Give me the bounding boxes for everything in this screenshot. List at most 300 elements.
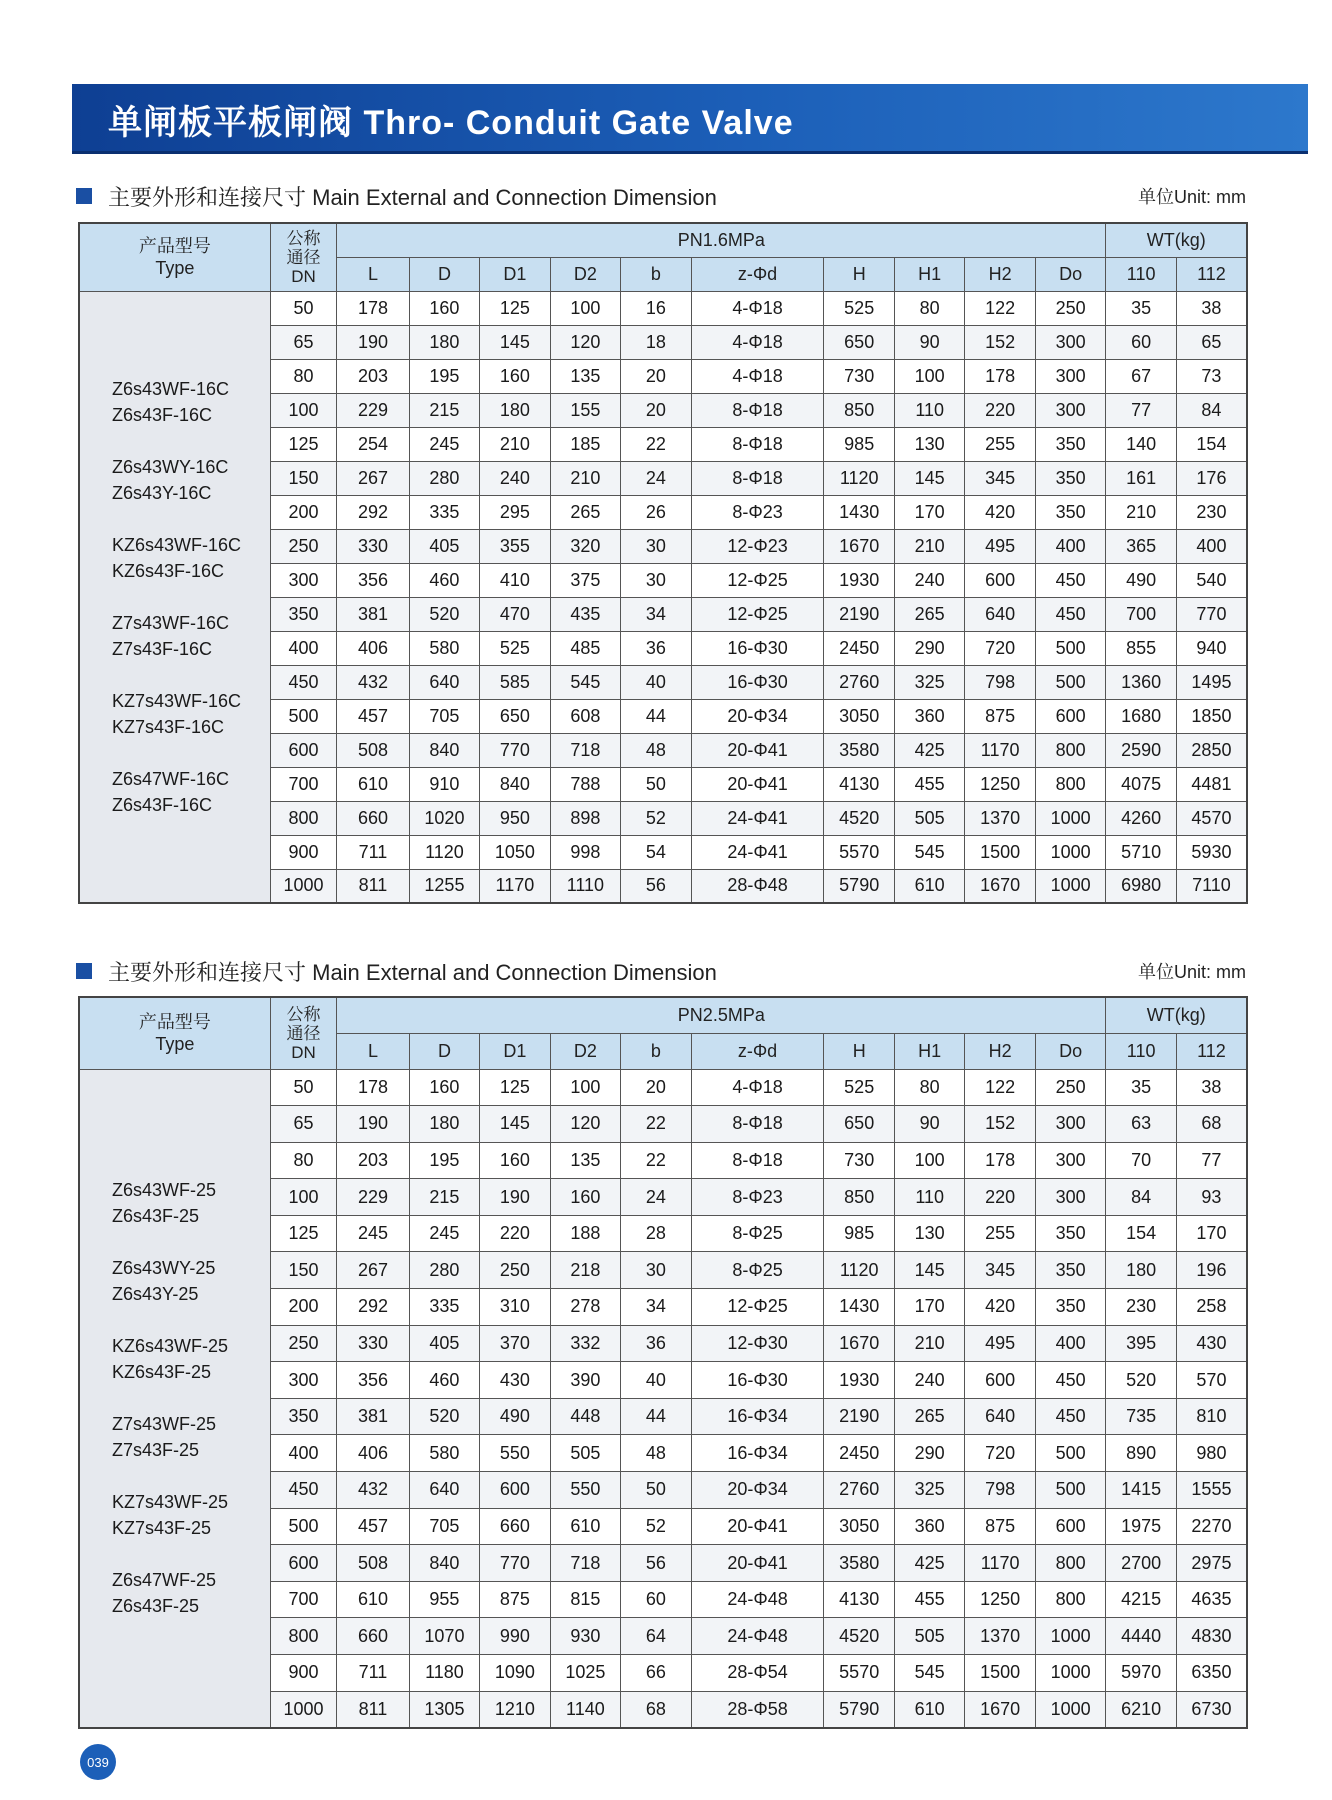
value-cell: 220: [965, 1179, 1035, 1216]
value-cell: 1370: [965, 1618, 1035, 1655]
value-cell: 160: [480, 1142, 550, 1179]
type-group: [112, 1177, 270, 1229]
value-cell: 2190: [824, 597, 894, 631]
value-cell: 210: [480, 427, 550, 461]
value-cell: 178: [337, 291, 409, 325]
value-cell: 815: [550, 1581, 620, 1618]
dn-cell: 600: [270, 733, 336, 767]
value-cell: 800: [1035, 733, 1106, 767]
value-cell: 855: [1106, 631, 1176, 665]
value-cell: 210: [894, 1325, 964, 1362]
value-cell: 20: [621, 359, 691, 393]
value-cell: 6730: [1176, 1691, 1247, 1728]
value-cell: 508: [337, 733, 409, 767]
value-cell: 100: [894, 1142, 964, 1179]
value-cell: 600: [480, 1472, 550, 1509]
value-cell: 84: [1106, 1179, 1176, 1216]
value-cell: 455: [894, 1581, 964, 1618]
value-cell: 68: [1176, 1106, 1247, 1143]
value-cell: 320: [550, 529, 620, 563]
value-cell: 203: [337, 359, 409, 393]
value-cell: 300: [1035, 325, 1106, 359]
value-cell: 1120: [824, 461, 894, 495]
value-cell: 20-Φ41: [691, 733, 824, 767]
value-cell: 4570: [1176, 801, 1247, 835]
value-cell: 381: [337, 1398, 409, 1435]
type-group: [112, 1489, 270, 1541]
value-cell: 788: [550, 767, 620, 801]
dn-cell: 125: [270, 427, 336, 461]
value-cell: 35: [1106, 291, 1176, 325]
value-cell: 154: [1106, 1215, 1176, 1252]
value-cell: 80: [894, 1069, 964, 1106]
unit-label: 单位Unit: mm: [1138, 962, 1246, 982]
value-cell: 120: [550, 325, 620, 359]
value-cell: 425: [894, 733, 964, 767]
value-cell: 5570: [824, 835, 894, 869]
value-cell: 8-Φ18: [691, 1106, 824, 1143]
dimension-table-pn25: [78, 996, 1248, 1729]
value-cell: 705: [409, 1508, 479, 1545]
dn-cell: 800: [270, 801, 336, 835]
value-cell: 520: [1106, 1362, 1176, 1399]
value-cell: 600: [1035, 699, 1106, 733]
value-cell: 6980: [1106, 869, 1176, 903]
value-cell: 12-Φ25: [691, 563, 824, 597]
value-cell: 1000: [1035, 1691, 1106, 1728]
value-cell: 718: [550, 733, 620, 767]
value-cell: 898: [550, 801, 620, 835]
type-group: [112, 688, 270, 740]
value-cell: 16-Φ34: [691, 1398, 824, 1435]
column-header: 110: [1106, 1033, 1176, 1069]
value-cell: 450: [1035, 597, 1106, 631]
value-cell: 1120: [824, 1252, 894, 1289]
value-cell: 525: [824, 1069, 894, 1106]
type-name: Z7s43WF-25: [112, 1414, 217, 1435]
value-cell: 20-Φ34: [691, 1472, 824, 1509]
value-cell: 36: [621, 1325, 691, 1362]
value-cell: 998: [550, 835, 620, 869]
value-cell: 12-Φ25: [691, 1289, 824, 1326]
value-cell: 580: [409, 1435, 479, 1472]
value-cell: 1120: [409, 835, 479, 869]
value-cell: 30: [621, 1252, 691, 1289]
dn-cell: 150: [270, 461, 336, 495]
value-cell: 180: [480, 393, 550, 427]
value-cell: 4-Φ18: [691, 1069, 824, 1106]
value-cell: 2270: [1176, 1508, 1247, 1545]
value-cell: 145: [480, 1106, 550, 1143]
value-cell: 22: [621, 1142, 691, 1179]
dn-cell: 450: [270, 665, 336, 699]
value-cell: 406: [337, 1435, 409, 1472]
value-cell: 640: [965, 1398, 1035, 1435]
value-cell: 24-Φ41: [691, 835, 824, 869]
value-cell: 215: [409, 393, 479, 427]
value-cell: 16-Φ30: [691, 631, 824, 665]
value-cell: 1000: [1035, 1618, 1106, 1655]
dn-header: [270, 997, 336, 1069]
value-cell: 435: [550, 597, 620, 631]
dn-header-line: DN: [291, 266, 316, 286]
value-cell: 56: [621, 1545, 691, 1582]
value-cell: 280: [409, 1252, 479, 1289]
value-cell: 20-Φ41: [691, 1545, 824, 1582]
value-cell: 26: [621, 495, 691, 529]
dn-cell: 100: [270, 1179, 336, 1216]
value-cell: 63: [1106, 1106, 1176, 1143]
column-header: b: [621, 257, 691, 291]
type-name: Z6s43WY-16C: [112, 456, 229, 477]
dn-cell: 100: [270, 393, 336, 427]
value-cell: 12-Φ23: [691, 529, 824, 563]
value-cell: 24-Φ41: [691, 801, 824, 835]
value-cell: 470: [480, 597, 550, 631]
value-cell: 500: [1035, 1472, 1106, 1509]
dn-cell: 350: [270, 597, 336, 631]
column-header: z-Φd: [691, 1033, 824, 1069]
value-cell: 2590: [1106, 733, 1176, 767]
dn-header: [270, 223, 336, 291]
type-name: Z6s47WF-25: [112, 1570, 217, 1591]
value-cell: 450: [1035, 1362, 1106, 1399]
value-cell: 381: [337, 597, 409, 631]
dn-header-line: 公称: [286, 1004, 321, 1024]
value-cell: 278: [550, 1289, 620, 1326]
value-cell: 770: [1176, 597, 1247, 631]
value-cell: 24-Φ48: [691, 1618, 824, 1655]
value-cell: 2190: [824, 1398, 894, 1435]
value-cell: 34: [621, 597, 691, 631]
value-cell: 1250: [965, 1581, 1035, 1618]
value-cell: 4-Φ18: [691, 359, 824, 393]
dn-cell: 900: [270, 1655, 336, 1692]
value-cell: 67: [1106, 359, 1176, 393]
value-cell: 1070: [409, 1618, 479, 1655]
value-cell: 292: [337, 495, 409, 529]
value-cell: 4481: [1176, 767, 1247, 801]
type-name: Z7s43WF-16C: [112, 612, 230, 633]
value-cell: 495: [965, 1325, 1035, 1362]
dn-cell: 1000: [270, 1691, 336, 1728]
value-cell: 720: [965, 1435, 1035, 1472]
dn-cell: 80: [270, 359, 336, 393]
value-cell: 325: [894, 665, 964, 699]
value-cell: 130: [894, 427, 964, 461]
dn-header-line: 通径: [286, 247, 321, 267]
value-cell: 450: [1035, 1398, 1106, 1435]
dn-cell: 200: [270, 1289, 336, 1326]
value-cell: 430: [480, 1362, 550, 1399]
value-cell: 220: [480, 1215, 550, 1252]
value-cell: 54: [621, 835, 691, 869]
value-cell: 8-Φ23: [691, 1179, 824, 1216]
value-cell: 1000: [1035, 801, 1106, 835]
value-cell: 35: [1106, 1069, 1176, 1106]
value-cell: 1975: [1106, 1508, 1176, 1545]
value-cell: 770: [480, 733, 550, 767]
value-cell: 650: [824, 1106, 894, 1143]
value-cell: 210: [550, 461, 620, 495]
value-cell: 457: [337, 699, 409, 733]
value-cell: 218: [550, 1252, 620, 1289]
value-cell: 20-Φ34: [691, 699, 824, 733]
value-cell: 3580: [824, 1545, 894, 1582]
value-cell: 93: [1176, 1179, 1247, 1216]
section-title: 主要外形和连接尺寸 Main External and Connection Dimension: [108, 184, 717, 210]
value-cell: 90: [894, 325, 964, 359]
value-cell: 190: [480, 1179, 550, 1216]
value-cell: 267: [337, 1252, 409, 1289]
value-cell: 230: [1176, 495, 1247, 529]
value-cell: 195: [409, 1142, 479, 1179]
value-cell: 188: [550, 1215, 620, 1252]
value-cell: 390: [550, 1362, 620, 1399]
dn-cell: 800: [270, 1618, 336, 1655]
value-cell: 65: [1176, 325, 1247, 359]
table-row: [79, 291, 1247, 325]
column-header: z-Φd: [691, 257, 824, 291]
value-cell: 1500: [965, 1655, 1035, 1692]
value-cell: 350: [1035, 1215, 1106, 1252]
value-cell: 295: [480, 495, 550, 529]
dn-cell: 600: [270, 1545, 336, 1582]
value-cell: 52: [621, 1508, 691, 1545]
value-cell: 450: [1035, 563, 1106, 597]
value-cell: 420: [965, 1289, 1035, 1326]
value-cell: 4520: [824, 801, 894, 835]
value-cell: 840: [409, 733, 479, 767]
type-name: Z6s43Y-16C: [112, 482, 212, 503]
value-cell: 850: [824, 393, 894, 427]
value-cell: 798: [965, 1472, 1035, 1509]
type-header-cn: 产品型号: [138, 236, 211, 257]
value-cell: 505: [550, 1435, 620, 1472]
value-cell: 330: [337, 529, 409, 563]
value-cell: 400: [1035, 529, 1106, 563]
value-cell: 850: [824, 1179, 894, 1216]
type-group: [112, 454, 270, 506]
value-cell: 345: [965, 1252, 1035, 1289]
value-cell: 1090: [480, 1655, 550, 1692]
value-cell: 2700: [1106, 1545, 1176, 1582]
type-name: KZ7s43WF-16C: [112, 690, 242, 711]
value-cell: 360: [894, 1508, 964, 1545]
value-cell: 90: [894, 1106, 964, 1143]
value-cell: 332: [550, 1325, 620, 1362]
value-cell: 405: [409, 1325, 479, 1362]
dn-cell: 450: [270, 1472, 336, 1509]
type-name: Z6s43WF-16C: [112, 378, 230, 399]
value-cell: 955: [409, 1581, 479, 1618]
value-cell: 125: [480, 1069, 550, 1106]
type-group: [112, 1411, 270, 1463]
value-cell: 1370: [965, 801, 1035, 835]
value-cell: 16-Φ30: [691, 1362, 824, 1399]
value-cell: 1000: [1035, 1655, 1106, 1692]
value-cell: 650: [480, 699, 550, 733]
value-cell: 122: [965, 291, 1035, 325]
value-cell: 68: [621, 1691, 691, 1728]
value-cell: 245: [409, 1215, 479, 1252]
value-cell: 545: [894, 835, 964, 869]
column-header: H: [824, 1033, 894, 1069]
value-cell: 395: [1106, 1325, 1176, 1362]
value-cell: 245: [337, 1215, 409, 1252]
value-cell: 210: [1106, 495, 1176, 529]
value-cell: 40: [621, 1362, 691, 1399]
value-cell: 1020: [409, 801, 479, 835]
value-cell: 8-Φ25: [691, 1252, 824, 1289]
value-cell: 1170: [965, 1545, 1035, 1582]
dn-cell: 65: [270, 1106, 336, 1143]
value-cell: 940: [1176, 631, 1247, 665]
type-name: KZ7s43WF-25: [112, 1492, 229, 1513]
type-name: Z7s43F-16C: [112, 638, 213, 659]
value-cell: 711: [337, 835, 409, 869]
weight-header: WT(kg): [1106, 223, 1247, 257]
value-cell: 4520: [824, 1618, 894, 1655]
value-cell: 1555: [1176, 1472, 1247, 1509]
value-cell: 16-Φ30: [691, 665, 824, 699]
value-cell: 80: [894, 291, 964, 325]
value-cell: 24: [621, 1179, 691, 1216]
value-cell: 66: [621, 1655, 691, 1692]
table-row: [79, 1069, 1247, 1106]
value-cell: 2850: [1176, 733, 1247, 767]
value-cell: 1000: [1035, 869, 1106, 903]
value-cell: 229: [337, 393, 409, 427]
value-cell: 525: [480, 631, 550, 665]
value-cell: 196: [1176, 1252, 1247, 1289]
type-header: [79, 997, 270, 1069]
value-cell: 1670: [965, 1691, 1035, 1728]
column-header: Do: [1035, 1033, 1106, 1069]
value-cell: 350: [1035, 461, 1106, 495]
value-cell: 770: [480, 1545, 550, 1582]
value-cell: 980: [1176, 1435, 1247, 1472]
dn-cell: 700: [270, 1581, 336, 1618]
value-cell: 2760: [824, 665, 894, 699]
value-cell: 30: [621, 529, 691, 563]
value-cell: 457: [337, 1508, 409, 1545]
value-cell: 18: [621, 325, 691, 359]
dn-cell: 500: [270, 699, 336, 733]
value-cell: 250: [1035, 1069, 1106, 1106]
square-bullet-icon: [76, 963, 92, 979]
value-cell: 50: [621, 767, 691, 801]
value-cell: 265: [550, 495, 620, 529]
value-cell: 4635: [1176, 1581, 1247, 1618]
value-cell: 60: [621, 1581, 691, 1618]
type-name: KZ6s43F-16C: [112, 560, 225, 581]
value-cell: 1415: [1106, 1472, 1176, 1509]
value-cell: 930: [550, 1618, 620, 1655]
value-cell: 520: [409, 597, 479, 631]
dimension-table-pn16: [78, 222, 1248, 904]
value-cell: 1360: [1106, 665, 1176, 699]
unit-label: 单位Unit: mm: [1138, 187, 1246, 207]
value-cell: 550: [550, 1472, 620, 1509]
value-cell: 1430: [824, 495, 894, 529]
value-cell: 4215: [1106, 1581, 1176, 1618]
value-cell: 650: [824, 325, 894, 359]
column-header: 112: [1176, 257, 1247, 291]
value-cell: 155: [550, 393, 620, 427]
value-cell: 4-Φ18: [691, 291, 824, 325]
value-cell: 405: [409, 529, 479, 563]
value-cell: 255: [965, 427, 1035, 461]
dn-cell: 500: [270, 1508, 336, 1545]
value-cell: 5790: [824, 1691, 894, 1728]
value-cell: 145: [480, 325, 550, 359]
type-group: [112, 376, 270, 428]
dn-cell: 50: [270, 1069, 336, 1106]
column-header: D1: [480, 1033, 550, 1069]
value-cell: 170: [1176, 1215, 1247, 1252]
value-cell: 335: [409, 495, 479, 529]
value-cell: 50: [621, 1472, 691, 1509]
value-cell: 610: [337, 1581, 409, 1618]
value-cell: 52: [621, 801, 691, 835]
dn-cell: 400: [270, 631, 336, 665]
value-cell: 20-Φ41: [691, 1508, 824, 1545]
value-cell: 258: [1176, 1289, 1247, 1326]
column-header: H2: [965, 1033, 1035, 1069]
value-cell: 355: [480, 529, 550, 563]
value-cell: 30: [621, 563, 691, 597]
type-name: KZ7s43F-25: [112, 1518, 212, 1539]
value-cell: 1930: [824, 563, 894, 597]
value-cell: 6350: [1176, 1655, 1247, 1692]
type-group: [112, 766, 270, 818]
value-cell: 152: [965, 1106, 1035, 1143]
value-cell: 245: [409, 427, 479, 461]
value-cell: 190: [337, 1106, 409, 1143]
value-cell: 34: [621, 1289, 691, 1326]
value-cell: 375: [550, 563, 620, 597]
value-cell: 70: [1106, 1142, 1176, 1179]
column-header: D: [409, 257, 479, 291]
value-cell: 300: [1035, 1106, 1106, 1143]
value-cell: 508: [337, 1545, 409, 1582]
value-cell: 36: [621, 631, 691, 665]
value-cell: 240: [894, 1362, 964, 1399]
square-bullet-icon: [76, 188, 92, 204]
value-cell: 875: [965, 1508, 1035, 1545]
value-cell: 28-Φ48: [691, 869, 824, 903]
value-cell: 608: [550, 699, 620, 733]
value-cell: 180: [409, 325, 479, 359]
value-cell: 460: [409, 563, 479, 597]
title-banner: [72, 84, 1308, 154]
value-cell: 525: [824, 291, 894, 325]
value-cell: 135: [550, 359, 620, 393]
value-cell: 230: [1106, 1289, 1176, 1326]
dn-cell: 250: [270, 1325, 336, 1362]
value-cell: 1500: [965, 835, 1035, 869]
value-cell: 220: [965, 393, 1035, 427]
value-cell: 300: [1035, 1179, 1106, 1216]
value-cell: 154: [1176, 427, 1247, 461]
value-cell: 325: [894, 1472, 964, 1509]
value-cell: 8-Φ18: [691, 461, 824, 495]
value-cell: 160: [409, 291, 479, 325]
column-header: Do: [1035, 257, 1106, 291]
dn-cell: 50: [270, 291, 336, 325]
type-name: Z6s43F-25: [112, 1206, 200, 1227]
